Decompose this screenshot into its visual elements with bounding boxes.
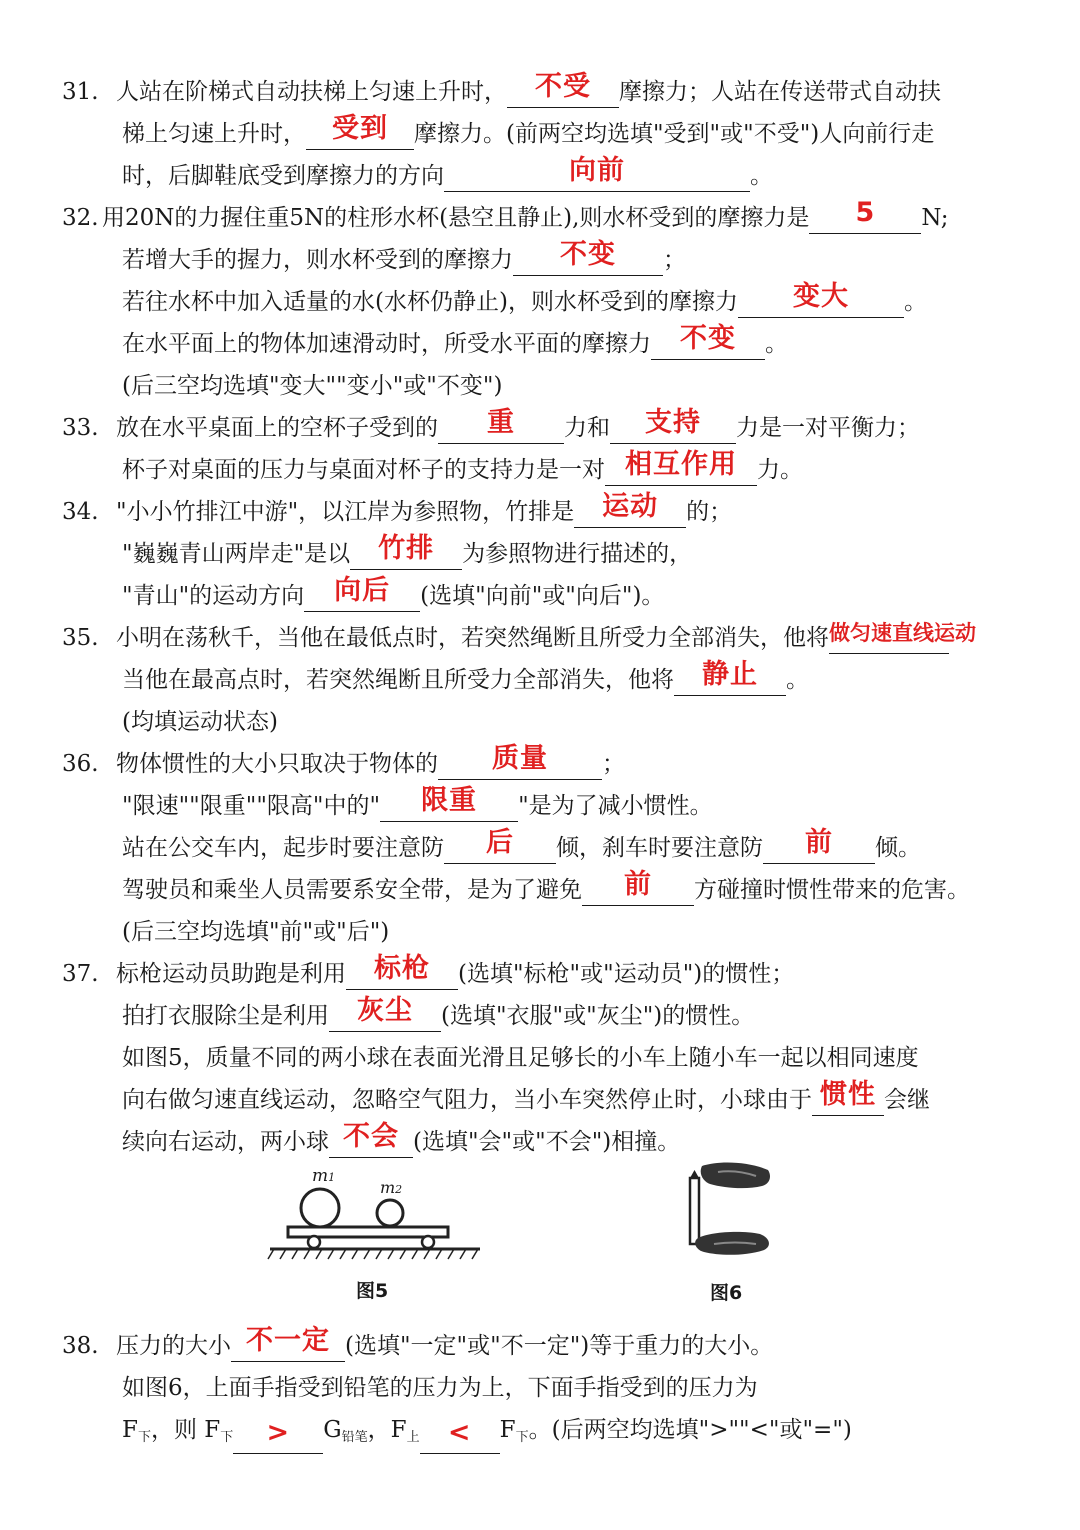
q36-answer1: 质量 bbox=[492, 743, 548, 774]
q31-blank1[interactable] bbox=[507, 71, 619, 108]
pencil-tip bbox=[690, 1170, 699, 1178]
cart-illustration bbox=[266, 1170, 488, 1266]
q32-line2: 若增大手的握力，则水杯受到的摩擦力 不变 ； bbox=[122, 244, 686, 276]
q36-answer3: 后 bbox=[486, 827, 514, 858]
q35-number: 35. bbox=[62, 625, 99, 651]
q36-answer2: 限重 bbox=[421, 785, 478, 816]
q32-blank1[interactable] bbox=[809, 197, 921, 234]
q31-number: 31. bbox=[62, 79, 99, 105]
q31-line3: 时，后脚鞋底受到摩擦力的方向 向前 。 bbox=[122, 160, 773, 192]
q33-answer1: 重 bbox=[487, 407, 515, 438]
q34-blank3[interactable] bbox=[304, 575, 420, 612]
q36-blank5[interactable] bbox=[582, 869, 694, 906]
q36-line2: "限速""限重""限高"中的" 限重 "是为了减小惯性。 bbox=[122, 790, 713, 822]
q37-line4: 向右做匀速直线运动，忽略空气阻力，当小车突然停止时，小球由于 惯性 会继 bbox=[122, 1084, 930, 1116]
q36-line5: (后三空均选填"前"或"后") bbox=[122, 919, 390, 945]
cart-wheel-left bbox=[308, 1236, 320, 1248]
q35-line1: 35. 小明在荡秋千，当他在最低点时，若突然绳断且所受力全部消失，他将 做匀速直线运动 bbox=[62, 622, 949, 654]
q31-blank3[interactable] bbox=[444, 155, 750, 192]
q38-answer3: < bbox=[447, 1417, 472, 1448]
q37-blank3[interactable] bbox=[812, 1079, 884, 1116]
q32-answer4: 不变 bbox=[680, 323, 736, 354]
q32-blank4[interactable] bbox=[651, 323, 765, 360]
upper-finger bbox=[701, 1163, 770, 1189]
q33-line1: 33. 放在水平桌面上的空杯子受到的 重 力和 支持 力是一对平衡力； bbox=[62, 412, 920, 444]
figure-6-caption: 图6 bbox=[710, 1282, 743, 1304]
q32-blank2[interactable] bbox=[513, 239, 663, 276]
q36-answer5: 前 bbox=[624, 869, 652, 900]
q32-line5: (后三空均选填"变大""变小"或"不变") bbox=[122, 373, 503, 399]
q33-number: 33. bbox=[62, 415, 99, 441]
q34-blank2[interactable] bbox=[350, 533, 462, 570]
q34-answer3: 向后 bbox=[334, 575, 391, 606]
q31-line2: 梯上匀速上升时， 受到 摩擦力。(前两空均选填"受到"或"不受")人向前行走 bbox=[122, 118, 934, 150]
q35-line3: (均填运动状态) bbox=[122, 709, 278, 735]
q36-line1: 36. 物体惯性的大小只取决于物体的 质量 ； bbox=[62, 748, 625, 780]
q38-line2: 如图6，上面手指受到铅笔的压力为上，下面手指受到的压力为 bbox=[122, 1375, 758, 1401]
q38-line1: 38. 压力的大小 不一定 (选填"一定"或"不一定")等于重力的大小。 bbox=[62, 1330, 773, 1362]
q33-answer3: 相互作用 bbox=[625, 449, 737, 480]
q37-blank1[interactable] bbox=[346, 953, 458, 990]
ball-m2 bbox=[377, 1200, 403, 1226]
q37-number: 37. bbox=[62, 961, 99, 987]
pencil-fingers-illustration bbox=[680, 1160, 776, 1260]
q38-answer1: 不一定 bbox=[246, 1325, 330, 1356]
q32-number: 32. bbox=[62, 205, 99, 231]
label-m2: m2 bbox=[380, 1178, 403, 1197]
q35-blank2[interactable] bbox=[674, 659, 786, 696]
q31-blank2[interactable] bbox=[306, 113, 414, 150]
q34-blank1[interactable] bbox=[574, 491, 686, 528]
q35-line2: 当他在最高点时，若突然绳断且所受力全部消失，他将 静止 。 bbox=[122, 664, 809, 696]
q33-answer2: 支持 bbox=[645, 407, 701, 438]
q37-answer4: 不会 bbox=[343, 1121, 399, 1152]
q38-line3: $F_下$，则 $F_下$ > $G_{铅笔}$，$F_上$ < $F_下$。(后两空均选填">""<"或"=") bbox=[122, 1414, 852, 1454]
q33-blank1[interactable] bbox=[438, 407, 564, 444]
figure-5-caption: 图5 bbox=[356, 1280, 389, 1302]
q38-blank1[interactable] bbox=[231, 1325, 345, 1362]
q35-answer1: 做匀速直线运动 bbox=[829, 621, 976, 645]
q34-number: 34. bbox=[62, 499, 99, 525]
q37-answer1: 标枪 bbox=[374, 953, 430, 984]
q35-answer2: 静止 bbox=[702, 659, 758, 690]
ball-m1 bbox=[301, 1189, 339, 1227]
q36-blank1[interactable] bbox=[438, 743, 602, 780]
q34-answer2: 竹排 bbox=[378, 533, 435, 564]
q33-line2: 杯子对桌面的压力与桌面对杯子的支持力是一对 相互作用 力。 bbox=[122, 454, 803, 486]
q32-answer3: 变大 bbox=[792, 281, 849, 312]
q32-line3: 若往水杯中加入适量的水(水杯仍静止)，则水杯受到的摩擦力 变大 。 bbox=[122, 286, 927, 318]
q34-line2: "巍巍青山两岸走"是以 竹排 为参照物进行描述的， bbox=[122, 538, 692, 570]
q38-answer2: > bbox=[266, 1417, 291, 1448]
q32-answer2: 不变 bbox=[560, 239, 616, 270]
cart-wheel-right bbox=[422, 1236, 434, 1248]
q32-line4: 在水平面上的物体加速滑动时，所受水平面的摩擦力 不变 。 bbox=[122, 328, 788, 360]
q36-blank3[interactable] bbox=[444, 827, 556, 864]
pencil-body bbox=[690, 1178, 699, 1244]
q34-answer1: 运动 bbox=[602, 491, 659, 522]
q37-line3: 如图5，质量不同的两小球在表面光滑且足够长的小车上随小车一起以相同速度 bbox=[122, 1045, 919, 1071]
q33-blank3[interactable] bbox=[605, 449, 757, 486]
figure-6-pencil-diagram bbox=[680, 1160, 776, 1260]
q37-line2: 拍打衣服除尘是利用 灰尘 (选填"衣服"或"灰尘")的惯性。 bbox=[122, 1000, 754, 1032]
q37-line1: 37. 标枪运动员助跑是利用 标枪 (选填"标枪"或"运动员")的惯性； bbox=[62, 958, 794, 990]
q37-blank4[interactable] bbox=[329, 1121, 413, 1158]
q34-line3: "青山"的运动方向 向后 (选填"向前"或"向后")。 bbox=[122, 580, 664, 612]
q38-blank2[interactable] bbox=[233, 1417, 323, 1454]
q37-answer3: 惯性 bbox=[820, 1079, 876, 1110]
q37-line5: 续向右运动，两小球 不会 (选填"会"或"不会")相撞。 bbox=[122, 1126, 680, 1158]
q32-blank3[interactable] bbox=[738, 281, 904, 318]
q31-answer2: 受到 bbox=[332, 113, 388, 144]
q32-answer1: 5 bbox=[855, 197, 876, 228]
q31-line1: 31. 人站在阶梯式自动扶梯上匀速上升时， 不受 摩擦力；人站在传送带式自动扶 bbox=[62, 76, 941, 108]
q38-blank3[interactable] bbox=[420, 1417, 500, 1454]
q37-blank2[interactable] bbox=[329, 995, 441, 1032]
q31-answer1: 不受 bbox=[535, 71, 591, 102]
q36-line3: 站在公交车内，起步时要注意防 后 倾，刹车时要注意防 前 倾。 bbox=[122, 832, 921, 864]
q36-line4: 驾驶员和乘坐人员需要系安全带，是为了避免 前 方碰撞时惯性带来的危害。 bbox=[122, 874, 970, 906]
q36-blank4[interactable] bbox=[763, 827, 875, 864]
q36-blank2[interactable] bbox=[380, 785, 518, 822]
q38-number: 38. bbox=[62, 1333, 99, 1359]
q36-answer4: 前 bbox=[805, 827, 833, 858]
q33-blank2[interactable] bbox=[610, 407, 736, 444]
q34-line1: 34. "小小竹排江中游"，以江岸为参照物，竹排是 运动 的； bbox=[62, 496, 732, 528]
label-m1: m1 bbox=[312, 1166, 336, 1186]
q37-answer2: 灰尘 bbox=[357, 995, 413, 1026]
q35-blank1[interactable] bbox=[829, 621, 976, 654]
figure-5-cart-diagram bbox=[266, 1166, 488, 1266]
q32-line1: 32. 用20N的力握住重5N的柱形水杯(悬空且静止),则水杯受到的摩擦力是 5 N; bbox=[62, 202, 948, 234]
q36-number: 36. bbox=[62, 751, 99, 777]
q31-answer3: 向前 bbox=[569, 155, 625, 186]
